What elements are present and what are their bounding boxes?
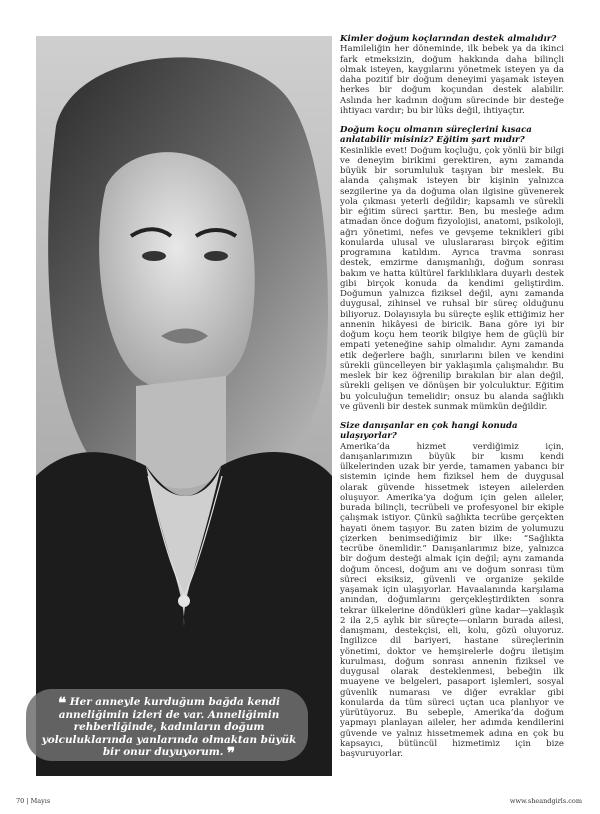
portrait-photo — [36, 36, 332, 776]
question-heading: Kimler doğum koçlarından destek almalıdır? — [340, 34, 557, 44]
question-heading: Size danışanlar en çok hangi konuda ulaşıyorlar? — [340, 421, 518, 442]
answer-paragraph: Amerika’da hizmet verdiğimiz için, danışanlarımızın büyük bir kısmı kendi ülkelerinden uzak bir yerde, tamamen yabancı bir sistemin içinde hem fiziksel hem de duygusal olarak güvende hissetmek isteyen ailelerden oluşuyor. Amerika’ya doğum için gelen aileler, burada bilinçli, tecrübeli ve profesyonel bir ekiple çalışmak istiyor. Çünkü sağlıkta tecrübe gerçekten hayati önem taşıyor. Bu zaten bizim de yolumuzu çizerken benimsediğimiz bir ilke: “Sağlıkta tecrübe önemlidir.” Danışanlarımız bize, yalnızca bir doğum desteği almak için değil; aynı zamanda doğum öncesi, doğum anı ve doğum sonrası tüm süreci eksiksiz, güvenli ve organize şekilde yaşamak için ulaşıyorlar. Havaalanında karşılama anından, doğumlarını gerçekleştirdikten sonra tekrar ülkelerine döndükleri güne kadar—yaklaşık 2 ila 2,5 aylık bir süreçte—onların burada ailesi, danışmanı, destekçisi, eli, kolu, gözü oluyoruz. İngilizce dil bariyeri, hastane süreçlerinin yönetimi, doktor ve hemşirelerle doğru iletişim kurulması, doğum sonrası annenin fiziksel ve duygusal olarak desteklenmesi, bebeğin ilk muayene ve belgeleri, pasaport işlemleri, sosyal güvenlik numarası ve diğer evraklar gibi konularda da tüm süreci uçtan uca planlıyor ve yürütüyoruz. Bu sebeple, Amerika’da doğum yapmayı planlayan aileler, her adımda kendilerini güvende ve yalnız hissetmemek adına en çok bu kapsayıcı, bütüncül hizmetimiz için bize başvuruyorlar. — [340, 441, 564, 759]
article-column — [340, 34, 564, 768]
answer-paragraph: Hamileliğin her döneminde, ilk bebek ya da ikinci fark etmeksizin, doğum hakkında daha bilinçli olmak isteyen, kaygılarını yönetmek isteyen ya da daha pozitif bir doğum deneyimi yaşamak isteyen herkes bir doğum koçundan destek alabilir. Aslında her kadının doğum sürecinde bir desteğe ihtiyacı vardır; bu bir lüks değil, ihtiyaçtır. — [340, 44, 564, 116]
page-number: 70 | Mayıs — [16, 797, 51, 805]
answer-paragraph: Kesinlikle evet! Doğum koçluğu, çok yönlü bir bilgi ve deneyim birikimi gerektiren, aynı zamanda büyük bir sorumluluk taşıyan bir meslek. Bu alanda çalışmak isteyen bir kişinin yalnızca sezgilerine ya da doğuma olan ilgisine güvenerek yola çıkması yeterli değildir; kapsamlı ve sürekli bir eğitim süreci şarttır. Ben, bu mesleğe adım atmadan önce doğum fizyolojisi, anatomi, psikoloji, ağrı yönetimi, nefes ve gevşeme teknikleri gibi konularda ulusal ve uluslararası birçok eğitim programına katıldım. Ayrıca travma sonrası destek, emzirme danışmanlığı, doğum sonrası bakım ve hatta kültürel farklılıklara duyarlı destek gibi birçok konuda da kendimi geliştirdim. Doğumun yalnızca fiziksel değil, aynı zamanda duygusal, zihinsel ve ruhsal bir süreç olduğunu biliyoruz. Dolayısıyla bu süreçte eşlik ettiğimiz her annenin hikâyesi de biricik. Bana göre iyi bir doğum koçu hem teorik bilgiye hem de güçlü bir empati yeteneğine sahip olmalıdır. Aynı zamanda etik değerlere bağlı, sınırlarını bilen ve kendini sürekli güncelleyen bir yaklaşımla çalışmalıdır. Bu meslek bir kez öğrenilip bırakılan bir alan değil, sürekli gelişen ve dönüşen bir yolculuktur. Eğitim bu yolculuğun temelidir; onsuz bu alanda sağlıklı ve güvenli bir destek sunmak mümkün değildir. — [340, 145, 564, 412]
website-link[interactable]: www.sheandgirls.com — [509, 797, 582, 805]
close-quote-icon: ❞ — [227, 744, 236, 763]
qa-section — [340, 34, 564, 116]
qa-section — [340, 421, 564, 759]
open-quote-icon: ❝ — [58, 694, 67, 712]
question-heading: Doğum koçu olmanın süreçlerini kısaca anlatabilir misiniz? Eğitim şart mıdır? — [340, 125, 532, 146]
qa-section — [340, 125, 564, 412]
pull-quote-text: Her anneyle kurduğum bağda kendi anneliğimin izleri de var. Anneliğimin rehberliğinde, kadınların doğum yolculuklarında yanlarında olmaktan büyük bir onur duyuyorum. — [41, 696, 297, 759]
pull-quote — [26, 689, 308, 761]
portrait-illustration — [36, 36, 332, 776]
